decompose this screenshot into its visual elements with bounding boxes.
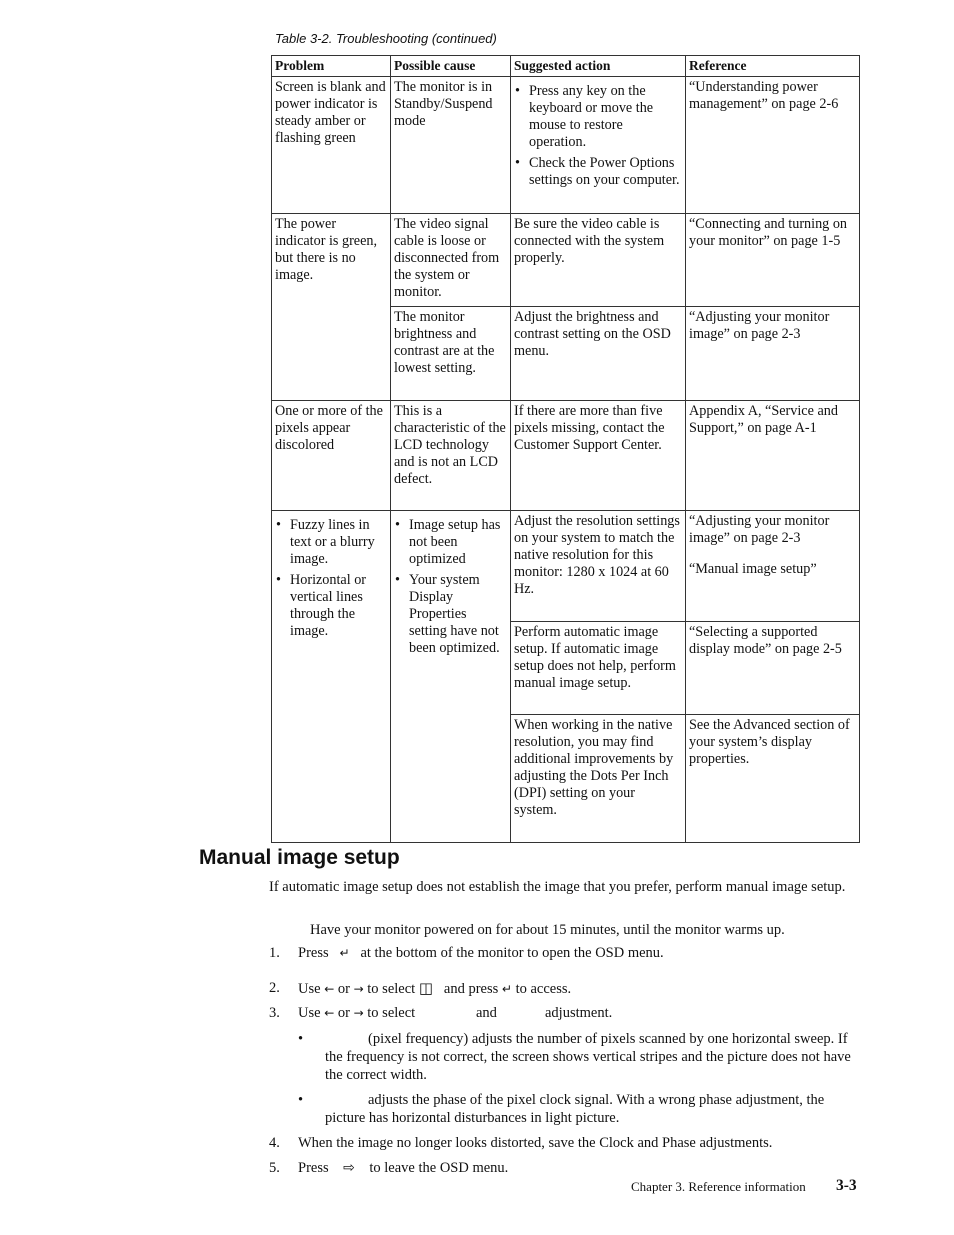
header-problem: Problem bbox=[272, 56, 391, 77]
table-header-row bbox=[272, 56, 860, 77]
cell-reference: “Connecting and turning on your monitor” on page 1-5 bbox=[686, 214, 860, 307]
intro-paragraph: If automatic image setup does not establish the image that you prefer, perform manual image setup. bbox=[269, 879, 846, 895]
cell-reference: “Adjusting your monitor image” on page 2-3 bbox=[686, 307, 860, 401]
left-arrow-icon: ← bbox=[324, 1006, 335, 1020]
list-item: • Fuzzy lines in text or a blurry image. bbox=[275, 517, 386, 568]
step-number: 2. bbox=[269, 980, 280, 996]
header-reference: Reference bbox=[686, 56, 860, 77]
right-arrow-icon: → bbox=[353, 982, 364, 996]
step-3 bbox=[298, 1004, 415, 1022]
footer-chapter: Chapter 3. Reference information bbox=[631, 1179, 806, 1194]
list-item: • Image setup has not been optimized bbox=[394, 517, 506, 568]
exit-icon: ⇨ bbox=[343, 1160, 355, 1176]
reference-line: “Manual image setup” bbox=[689, 561, 817, 577]
step-4: When the image no longer looks distorted, save the Clock and Phase adjustments. bbox=[298, 1135, 773, 1151]
reference-line: “Adjusting your monitor image” on page 2-3 bbox=[689, 513, 830, 546]
header-possible-cause: Possible cause bbox=[391, 56, 511, 77]
phase-bullet: adjusts the phase of the pixel clock signal. With a wrong phase adjustment, the picture has horizontal disturbances in light picture. bbox=[325, 1092, 825, 1126]
step-2 bbox=[298, 979, 571, 998]
list-item: • Your system Display Properties setting have not been optimized. bbox=[394, 572, 506, 657]
clock-bullet: (pixel frequency) adjusts the number of pixels scanned by one horizontal sweep. If the frequency is not correct, the screen shows vertical stripes and the picture does not have the correct width. bbox=[325, 1031, 851, 1083]
step-text: adjustment. bbox=[545, 1005, 613, 1021]
list-item: • Horizontal or vertical lines through the image. bbox=[275, 572, 386, 640]
table-row bbox=[272, 511, 860, 622]
cell-reference: “Understanding power management” on page 2-6 bbox=[686, 77, 860, 214]
list-item: • Check the Power Options settings on your computer. bbox=[514, 155, 681, 189]
page-number: 3-3 bbox=[836, 1177, 857, 1194]
section-title: Manual image setup bbox=[199, 846, 400, 869]
step-1 bbox=[298, 944, 664, 962]
step-text: Press bbox=[298, 1160, 329, 1176]
step-text: or bbox=[337, 1005, 350, 1021]
cell-action: Adjust the resolution settings on your system to match the native resolution for this monitor: 1280 x 1024 at 60 Hz. bbox=[511, 511, 686, 622]
cell-reference bbox=[686, 511, 860, 622]
note-paragraph: Have your monitor powered on for about 15 minutes, until the monitor warms up. bbox=[310, 922, 785, 938]
step-text: at the bottom of the monitor to open the OSD menu. bbox=[360, 945, 664, 961]
table-row bbox=[272, 401, 860, 511]
cell-action: Be sure the video cable is connected with the system properly. bbox=[511, 214, 686, 307]
step-text: or bbox=[337, 981, 350, 997]
cell-problem: The power indicator is green, but there is no image. bbox=[272, 214, 391, 401]
image-setup-icon: ◫ bbox=[418, 979, 434, 997]
left-arrow-icon: ← bbox=[324, 982, 335, 996]
cell-cause: The monitor brightness and contrast are at the lowest setting. bbox=[391, 307, 511, 401]
cell-problem bbox=[272, 511, 391, 843]
step-text: Press bbox=[298, 945, 329, 961]
bullet-mark: • bbox=[298, 1092, 304, 1108]
right-arrow-icon: → bbox=[353, 1006, 364, 1020]
cell-action: Perform automatic image setup. If automatic image setup does not help, perform manual image setup. bbox=[511, 622, 686, 715]
step-text: Use bbox=[298, 981, 321, 997]
table-caption: Table 3-2. Troubleshooting (continued) bbox=[275, 31, 497, 46]
cell-action bbox=[511, 77, 686, 214]
cell-action: When working in the native resolution, you may find additional improvements by adjusting the Dots Per Inch (DPI) setting on your system. bbox=[511, 715, 686, 843]
enter-icon: ↵ bbox=[501, 982, 512, 996]
table-row bbox=[272, 77, 860, 214]
cell-reference: “Selecting a supported display mode” on page 2-5 bbox=[686, 622, 860, 715]
header-suggested-action: Suggested action bbox=[511, 56, 686, 77]
cell-cause: The video signal cable is loose or disconnected from the system or monitor. bbox=[391, 214, 511, 307]
step-number: 3. bbox=[269, 1005, 280, 1021]
bullet-mark: • bbox=[298, 1031, 304, 1047]
enter-icon: ↵ bbox=[339, 946, 350, 960]
step-text: and press bbox=[443, 981, 499, 997]
cell-action: If there are more than five pixels missing, contact the Customer Support Center. bbox=[511, 401, 686, 511]
cell-cause bbox=[391, 511, 511, 843]
troubleshooting-table bbox=[271, 55, 860, 843]
step-text: and bbox=[476, 1005, 497, 1021]
cell-problem: Screen is blank and power indicator is steady amber or flashing green bbox=[272, 77, 391, 214]
table-row bbox=[272, 214, 860, 307]
step-text: to select bbox=[367, 981, 416, 997]
cell-action: Adjust the brightness and contrast setting on the OSD menu. bbox=[511, 307, 686, 401]
step-text: to leave the OSD menu. bbox=[369, 1160, 509, 1176]
cell-cause: This is a characteristic of the LCD technology and is not an LCD defect. bbox=[391, 401, 511, 511]
cell-problem: One or more of the pixels appear discolored bbox=[272, 401, 391, 511]
step-number: 1. bbox=[269, 945, 280, 961]
cell-reference: See the Advanced section of your system’s display properties. bbox=[686, 715, 860, 843]
step-number: 4. bbox=[269, 1135, 280, 1151]
cell-cause: The monitor is in Standby/Suspend mode bbox=[391, 77, 511, 214]
step-text: Use bbox=[298, 1005, 321, 1021]
list-item: • Press any key on the keyboard or move the mouse to restore operation. bbox=[514, 83, 681, 151]
step-5 bbox=[298, 1159, 508, 1177]
step-text: to access. bbox=[515, 981, 572, 997]
cell-reference: Appendix A, “Service and Support,” on page A-1 bbox=[686, 401, 860, 511]
step-number: 5. bbox=[269, 1160, 280, 1176]
step-text: to select bbox=[367, 1005, 416, 1021]
